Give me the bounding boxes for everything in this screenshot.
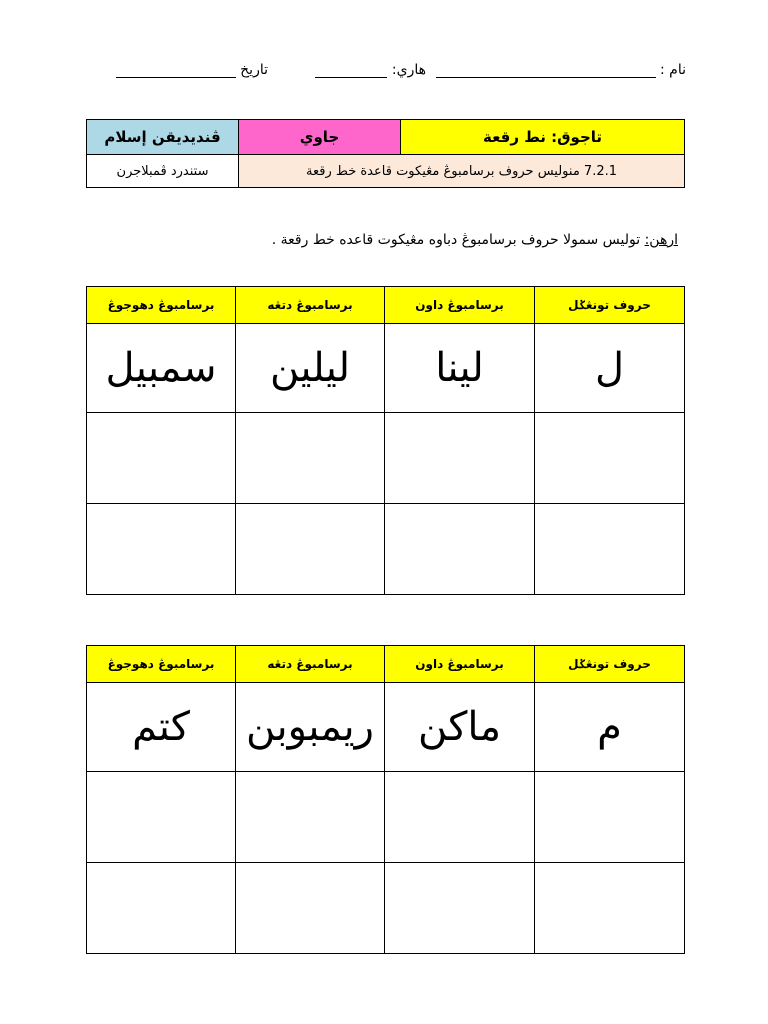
writing-cell[interactable]	[87, 772, 236, 863]
example-end: سمبيل	[87, 324, 236, 413]
subject-cell: ڤنديديقن إسلام	[87, 120, 239, 155]
example-single: ل	[535, 324, 685, 413]
header-end: برسامبوڠ دهوجوڠ	[87, 287, 236, 324]
example-middle: ليلين	[236, 324, 385, 413]
standard-text-cell: 7.2.1 منوليس حروف برسامبوڠ مڠيکوت قاعدة خط رقعة	[239, 155, 685, 188]
header-start: برسامبوڠ داون	[385, 287, 535, 324]
writing-cell[interactable]	[385, 863, 535, 954]
writing-cell[interactable]	[535, 504, 685, 595]
example-start: ماكن	[385, 683, 535, 772]
writing-cell[interactable]	[535, 772, 685, 863]
writing-cell[interactable]	[236, 772, 385, 863]
date-blank[interactable]	[116, 63, 236, 78]
header-middle: برسامبوڠ دتڠه	[236, 646, 385, 683]
area-cell: جاوي	[239, 120, 401, 155]
letter-table-2	[86, 645, 685, 954]
name-label: نام :	[660, 62, 686, 78]
example-single: م	[535, 683, 685, 772]
writing-cell[interactable]	[87, 863, 236, 954]
header-start: برسامبوڠ داون	[385, 646, 535, 683]
day-blank[interactable]	[315, 63, 387, 78]
header-end: برسامبوڠ دهوجوڠ	[87, 646, 236, 683]
instruction	[272, 232, 678, 248]
writing-cell[interactable]	[385, 504, 535, 595]
day-label: هاري:	[391, 62, 426, 78]
writing-cell[interactable]	[535, 863, 685, 954]
date-label: تاريخ	[240, 62, 268, 78]
writing-cell[interactable]	[87, 413, 236, 504]
header-single: حروف تونڠݢل	[535, 287, 685, 324]
writing-cell[interactable]	[236, 863, 385, 954]
standard-label-cell: ستندرد ڤمبلاجرن	[87, 155, 239, 188]
example-middle: ريمبوبن	[236, 683, 385, 772]
name-field	[436, 62, 686, 84]
date-field	[116, 62, 268, 84]
writing-cell[interactable]	[87, 504, 236, 595]
writing-cell[interactable]	[535, 413, 685, 504]
writing-cell[interactable]	[236, 504, 385, 595]
example-start: لينا	[385, 324, 535, 413]
instruction-prefix: ارهن:	[644, 232, 678, 248]
writing-cell[interactable]	[385, 413, 535, 504]
header-single: حروف تونڠݢل	[535, 646, 685, 683]
example-end: كتم	[87, 683, 236, 772]
header-table	[86, 119, 685, 188]
header-middle: برسامبوڠ دتڠه	[236, 287, 385, 324]
name-blank[interactable]	[436, 63, 656, 78]
title-cell: تاجوق: نط رقعة	[401, 120, 685, 155]
day-field	[315, 62, 426, 84]
writing-cell[interactable]	[236, 413, 385, 504]
instruction-text: توليس سمولا حروف برسامبوڠ دباوه مڠيکوت قاعده خط رقعة .	[271, 232, 645, 248]
letter-table-1	[86, 286, 685, 595]
writing-cell[interactable]	[385, 772, 535, 863]
